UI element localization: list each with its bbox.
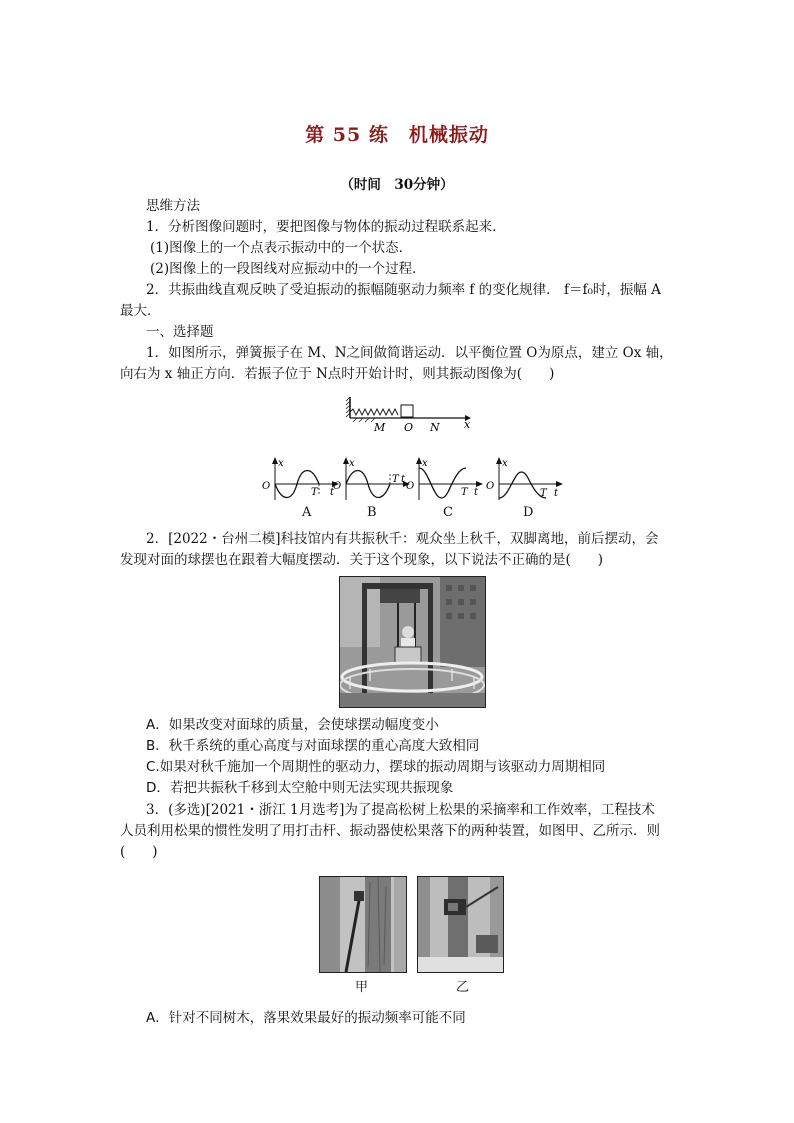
time-limit: （时间 30分钟）	[340, 177, 454, 193]
method-point-1b: (2)图像上的一段图线对应振动中的一个过程．	[150, 261, 426, 277]
q1-line1: 1．如图所示，弹簧振子在 M、N之间做简谐运动．以平衡位置 O为原点，建立 Ox 轴，	[146, 345, 673, 361]
photo-jia	[319, 876, 407, 973]
curve-c	[419, 468, 466, 498]
axis-x-label: x	[349, 458, 355, 469]
axis-t-label: t	[401, 474, 406, 485]
graph-option-a	[262, 456, 342, 502]
method-point-2-line1: 2．共振曲线直观反映了受迫振动的振幅随驱动力频率 f 的变化规律． f＝f₀时，振幅 A	[146, 282, 661, 298]
graph-option-c	[406, 456, 486, 502]
period-label: T	[461, 487, 468, 498]
photo-yi-drawing	[418, 877, 503, 972]
q2-option-d: D．若把共振秋千移到太空舱中则无法实现共振现象	[146, 780, 454, 796]
axis-origin-label: O	[333, 481, 342, 492]
method-point-2-line2: 最大．	[120, 303, 161, 319]
caption-jia: 甲	[355, 980, 369, 995]
axis-t-label: t	[554, 488, 559, 499]
photo-yi	[417, 876, 504, 973]
axis-origin-label: O	[406, 481, 415, 492]
period-label: T	[311, 487, 318, 498]
q3-line2: 人员利用松果的惯性发明了用打击杆、振动器使松果落下的两种装置，如图甲、乙所示．则	[120, 823, 660, 839]
label-x: x	[464, 418, 471, 431]
axis-x-label: x	[502, 458, 508, 469]
q1-line2: 向右为 x 轴正方向．若振子位于 N点时开始计时，则其振动图像为( )	[120, 366, 555, 382]
method-point-1: 1．分析图像问题时，要把图像与物体的振动过程联系起来．	[146, 219, 506, 235]
method-heading: 思维方法	[146, 198, 200, 214]
axis-origin-label: O	[262, 481, 271, 492]
q2-line2: 发现对面的球摆也在跟着大幅度摆动．关于这个现象，以下说法不正确的是( )	[120, 552, 604, 568]
caption-yi: 乙	[456, 980, 470, 995]
axis-t-label: t	[474, 487, 479, 498]
label-m: M	[374, 421, 386, 433]
option-d-label: D	[523, 505, 534, 520]
label-o: O	[404, 421, 414, 433]
q2-line1: 2．[2022・台州二模]科技馆内有共振秋千：观众坐上秋千，双脚离地，前后摆动，会	[146, 531, 659, 547]
q3-line1: 3．(多选)[2021・浙江 1月选考]为了提高松树上松果的采摘率和工作效率，工程技术	[146, 802, 655, 818]
swing-photo-drawing	[340, 577, 485, 707]
method-point-1a: (1)图像上的一个点表示振动中的一个状态．	[150, 240, 413, 256]
photo-jia-drawing	[320, 877, 406, 972]
q2-option-b: B．秋千系统的重心高度与对面球摆的重心高度大致相同	[146, 738, 480, 754]
option-a-label: A	[302, 505, 312, 520]
q3-option-a: A．针对不同树木，落果效果最好的振动频率可能不同	[146, 1010, 466, 1026]
floor-hatching	[353, 418, 375, 422]
option-c-label: C	[443, 505, 453, 520]
spring-oscillator-figure	[345, 393, 475, 433]
axis-origin-label: O	[486, 481, 495, 492]
q2-option-c: C.如果对秋千施加一个周期性的驱动力，摆球的振动周期与该驱动力周期相同	[146, 759, 606, 775]
axis-x-label: x	[422, 458, 428, 469]
label-n: N	[430, 421, 440, 433]
axis-t-label: t	[330, 487, 335, 498]
spring	[350, 409, 398, 415]
period-label: T	[540, 488, 547, 499]
page-title: 第 55 练 机械振动	[305, 124, 489, 146]
resonance-swing-photo	[339, 576, 486, 708]
option-b-label: B	[367, 505, 377, 520]
oscillator-block	[401, 405, 413, 417]
graph-option-d	[486, 456, 566, 502]
axis-x-label: x	[278, 458, 284, 469]
q3-line3: ( )	[120, 844, 158, 860]
q2-option-a: A．如果改变对面球的质量，会使球摆动幅度变小	[146, 717, 439, 733]
graph-option-b	[333, 456, 413, 502]
section-heading: 一、选择题	[146, 324, 214, 340]
period-label: T	[392, 474, 399, 485]
curve-d	[499, 472, 546, 498]
